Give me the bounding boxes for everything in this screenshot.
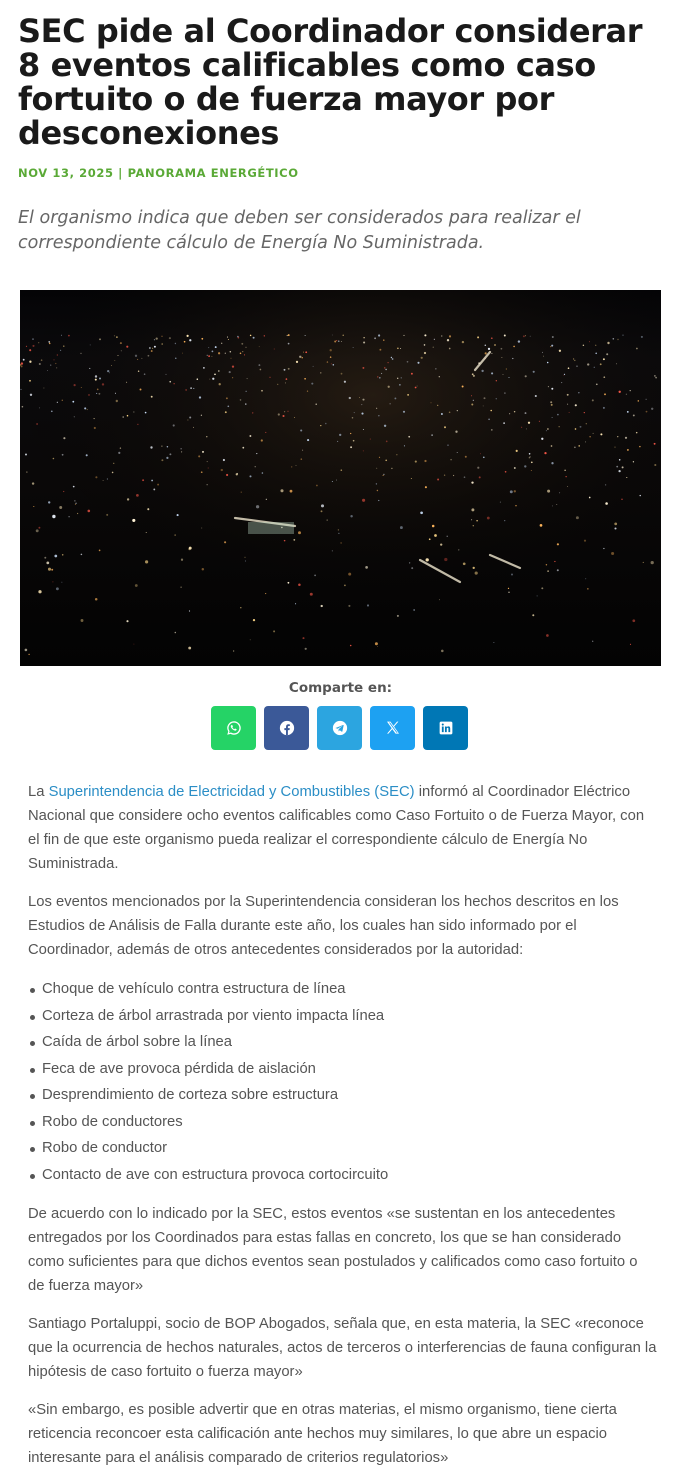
linkedin-icon: [437, 719, 455, 737]
share-buttons: [211, 706, 468, 750]
article-title: SEC pide al Coordinador considerar 8 eventos calificables como caso fortuito o de fuerza mayor por desconexiones: [18, 12, 643, 152]
list-item: Robo de conductores: [28, 1109, 658, 1136]
list-item: Caída de árbol sobre la línea: [28, 1029, 658, 1056]
list-item: Choque de vehículo contra estructura de línea: [28, 976, 658, 1003]
x-icon: [384, 719, 402, 737]
list-item: Contacto de ave con estructura provoca cortocircuito: [28, 1162, 658, 1189]
night-city-illustration: [20, 290, 661, 666]
x-share-button[interactable]: [370, 706, 415, 750]
list-item: Feca de ave provoca pérdida de aislación: [28, 1056, 658, 1083]
article-meta: NOV 13, 2025 | PANORAMA ENERGÉTICO: [18, 166, 299, 180]
whatsapp-share-button[interactable]: [211, 706, 256, 750]
list-item: Robo de conductor: [28, 1135, 658, 1162]
telegram-share-button[interactable]: [317, 706, 362, 750]
events-list: [28, 976, 658, 1188]
paragraph-events-intro: Los eventos mencionados por la Superintendencia consideran los hechos descritos en los Estudios de Análisis de Falla durante este año, los cuales han sido informado por el Coordinador, además de otros antecedentes considerados por la autoridad:: [28, 894, 619, 958]
paragraph-portaluppi: Santiago Portaluppi, socio de BOP Abogados, señala que, en esta materia, la SEC «reconoce que la ocurrencia de hechos naturales, actos de terceros o interferencias de fauna configuran la hipótesis de caso fortuito o fuerza mayor»: [28, 1316, 657, 1380]
telegram-icon: [331, 719, 349, 737]
facebook-share-button[interactable]: [264, 706, 309, 750]
article-body: [28, 780, 658, 1480]
list-item: Desprendimiento de corteza sobre estructura: [28, 1082, 658, 1109]
whatsapp-icon: [225, 719, 243, 737]
article-subtitle: El organismo indica que deben ser considerados para realizar el correspondiente cálculo de Energía No Suministrada.: [18, 208, 581, 253]
facebook-icon: [278, 719, 296, 737]
paragraph-quote-final: «Sin embargo, es posible advertir que en otras materias, el mismo organismo, tiene cierta reticencia reconcoer esta calificación ante hechos muy similares, lo que abre un espacio interesante para el análisis comparado de criterios regulatorios»: [28, 1402, 617, 1466]
share-label: Comparte en:: [288, 680, 393, 696]
paragraph-intro: La Superintendencia de Electricidad y Combustibles (SEC) informó al Coordinador Eléctrico Nacional que considere ocho eventos calificables como Caso Fortuito o de Fuerza Mayor, con el fin de que este organismo pueda realizar el correspondiente cálculo de Energía No Suministrada.: [28, 784, 645, 872]
paragraph-sec-quote: De acuerdo con lo indicado por la SEC, estos eventos «se sustentan en los antecedentes entregados por los Coordinados para estas fallas en concreto, los que se han considerado como suficientes para que dichos eventos sean postulados y calificados como caso fortuito o de fuerza mayor»: [28, 1206, 638, 1294]
hero-image-night-city: [20, 290, 661, 666]
list-item: Corteza de árbol arrastrada por viento impacta línea: [28, 1003, 658, 1030]
linkedin-share-button[interactable]: [423, 706, 468, 750]
sec-link[interactable]: Superintendencia de Electricidad y Combustibles (SEC): [48, 784, 415, 800]
